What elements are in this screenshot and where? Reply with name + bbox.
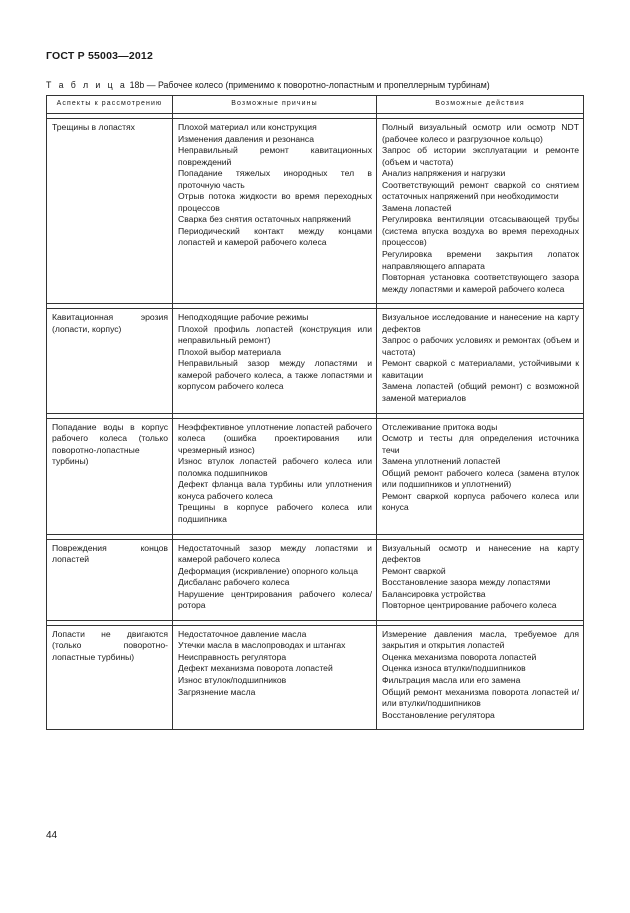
action-item: Балансировка устройства xyxy=(382,588,486,599)
cause-item: Плохой профиль лопастей (конструкция или неправильный ремонт) xyxy=(178,323,372,346)
action-item: Анализ напряжения и нагрузки xyxy=(382,168,506,179)
cause-item: Загрязнение масла xyxy=(178,686,256,697)
table-caption-text: 18b — Рабочее колесо (применимо к поворотно-лопастным и пропеллерным турбинам) xyxy=(127,80,490,90)
troubleshooting-table xyxy=(46,95,584,730)
action-item: Замена лопастей (общий ремонт) с возможной заменой материалов xyxy=(382,381,579,404)
cause-item: Недостаточный зазор между лопастями и камерой рабочего колеса xyxy=(178,542,372,565)
action-item: Измерение давления масла, требуемое для закрытия и открытия лопастей xyxy=(382,628,579,651)
action-item: Фильтрация масла или его замена xyxy=(382,674,521,685)
action-item: Визуальный осмотр и нанесение на карту дефектов xyxy=(382,542,579,565)
cause-item: Неэффективное уплотнение лопастей рабочего колеса (ошибка проектирования или чрезмерный износ) xyxy=(178,421,372,455)
table-caption xyxy=(46,80,490,90)
column-header-aspects: Аспекты к рассмотрению xyxy=(47,96,173,114)
action-item: Ремонт сваркой с материалами, устойчивыми к кавитации xyxy=(382,358,579,380)
action-item: Общий ремонт рабочего колеса (замена втулок или подшипников и уплотнений) xyxy=(382,467,579,490)
action-item: Восстановление зазора между лопастями xyxy=(382,577,551,588)
actions-cell xyxy=(377,539,584,620)
actions-cell xyxy=(377,625,584,729)
causes-cell xyxy=(173,418,377,534)
cause-item: Плохой материал или конструкция xyxy=(178,122,317,132)
action-item: Регулировка вентиляции отсасывающей трубы (система впуска воздуха во время переходных процессов) xyxy=(382,214,579,248)
cause-item: Изменения давления и резонанса xyxy=(178,133,314,144)
action-item: Соответствующий ремонт сваркой со снятием остаточных напряжений при необходимости xyxy=(382,179,579,202)
cause-item: Деформация (искривление) опорного кольца xyxy=(178,565,358,576)
action-item: Запрос об истории эксплуатации и ремонте (объем и частота) xyxy=(382,145,579,167)
table-row xyxy=(47,625,584,729)
action-item: Общий ремонт механизма поворота лопастей и/или втулки/подшипников xyxy=(382,686,579,709)
action-item: Оценка износа втулки/подшипников xyxy=(382,663,526,674)
table-header-row xyxy=(47,96,584,114)
cause-item: Износ втулок лопастей рабочего колеса или поломка подшипников xyxy=(178,456,372,478)
cause-item: Дисбаланс рабочего колеса xyxy=(178,577,290,588)
table-row xyxy=(47,539,584,620)
cause-item: Отрыв потока жидкости во время переходных процессов xyxy=(178,191,372,213)
table-row xyxy=(47,119,584,304)
action-item: Осмотр и тесты для определения источника течи xyxy=(382,433,579,455)
action-item: Замена лопастей xyxy=(382,202,452,213)
actions-cell xyxy=(377,309,584,413)
cause-item: Неподходящие рабочие режимы xyxy=(178,312,309,323)
column-header-causes: Возможные причины xyxy=(173,96,377,114)
actions-cell xyxy=(377,119,584,304)
cause-item: Дефект механизма поворота лопастей xyxy=(178,663,333,674)
aspect-cell: Повреждения концов лопастей xyxy=(47,539,173,620)
action-item: Восстановление регулятора xyxy=(382,709,495,720)
cause-item: Неправильный зазор между лопастями и камерой рабочего колеса, а также лопастями и корпусом рабочего колеса xyxy=(178,358,372,392)
action-item: Регулировка времени закрытия лопаток направляющего аппарата xyxy=(382,249,579,271)
action-item: Визуальное исследование и нанесение на карту дефектов xyxy=(382,312,579,334)
cause-item: Износ втулок/подшипников xyxy=(178,674,287,685)
causes-cell xyxy=(173,309,377,413)
actions-cell xyxy=(377,418,584,534)
action-item: Ремонт сваркой xyxy=(382,565,446,576)
column-header-actions: Возможные действия xyxy=(377,96,584,114)
cause-item: Утечки масла в маслопроводах и штангах xyxy=(178,640,346,651)
action-item: Повторная установка соответствующего зазора между лопастями и камерой рабочего колеса xyxy=(382,272,579,294)
table-body xyxy=(47,114,584,730)
table-row xyxy=(47,309,584,413)
table-caption-prefix: Т а б л и ц а xyxy=(46,80,128,90)
cause-item: Плохой выбор материала xyxy=(178,346,282,357)
cause-item: Неправильный ремонт кавитационных повреждений xyxy=(178,145,372,167)
aspect-cell: Лопасти не двигаются (только поворотно-лопастные турбины) xyxy=(47,625,173,729)
action-item: Ремонт сваркой корпуса рабочего колеса или конуса xyxy=(382,490,579,513)
action-item: Отслеживание притока воды xyxy=(382,421,498,432)
document-header: ГОСТ Р 55003—2012 xyxy=(46,50,154,62)
causes-cell xyxy=(173,625,377,729)
page-number: 44 xyxy=(46,830,58,841)
cause-item: Неисправность регулятора xyxy=(178,651,287,662)
action-item: Повторное центрирование рабочего колеса xyxy=(382,600,557,611)
action-item: Оценка механизма поворота лопастей xyxy=(382,651,537,662)
action-item: Запрос о рабочих условиях и ремонтах (объем и частота) xyxy=(382,335,579,357)
table-row xyxy=(47,418,584,534)
cause-item: Периодический контакт между концами лопастей и камерой рабочего колеса xyxy=(178,225,372,248)
cause-item: Недостаточное давление масла xyxy=(178,628,307,639)
causes-cell xyxy=(173,119,377,304)
causes-cell xyxy=(173,539,377,620)
aspect-cell: Попадание воды в корпус рабочего колеса (только поворотно-лопастные турбины) xyxy=(47,418,173,534)
action-item: Замена уплотнений лопастей xyxy=(382,456,501,467)
cause-item: Попадание тяжелых инородных тел в проточную часть xyxy=(178,168,372,190)
cause-item: Дефект фланца вала турбины или уплотнения конуса рабочего колеса xyxy=(178,479,372,501)
aspect-cell: Кавитационная эрозия (лопасти, корпус) xyxy=(47,309,173,413)
aspect-cell: Трещины в лопастях xyxy=(47,119,173,304)
cause-item: Сварка без снятия остаточных напряжений xyxy=(178,214,351,225)
cause-item: Нарушение центрирования рабочего колеса/ротора xyxy=(178,588,372,611)
cause-item: Трещины в корпусе рабочего колеса или подшипника xyxy=(178,502,372,524)
action-item: Полный визуальный осмотр или осмотр NDT (рабочее колесо и разгрузочное кольцо) xyxy=(382,122,579,144)
